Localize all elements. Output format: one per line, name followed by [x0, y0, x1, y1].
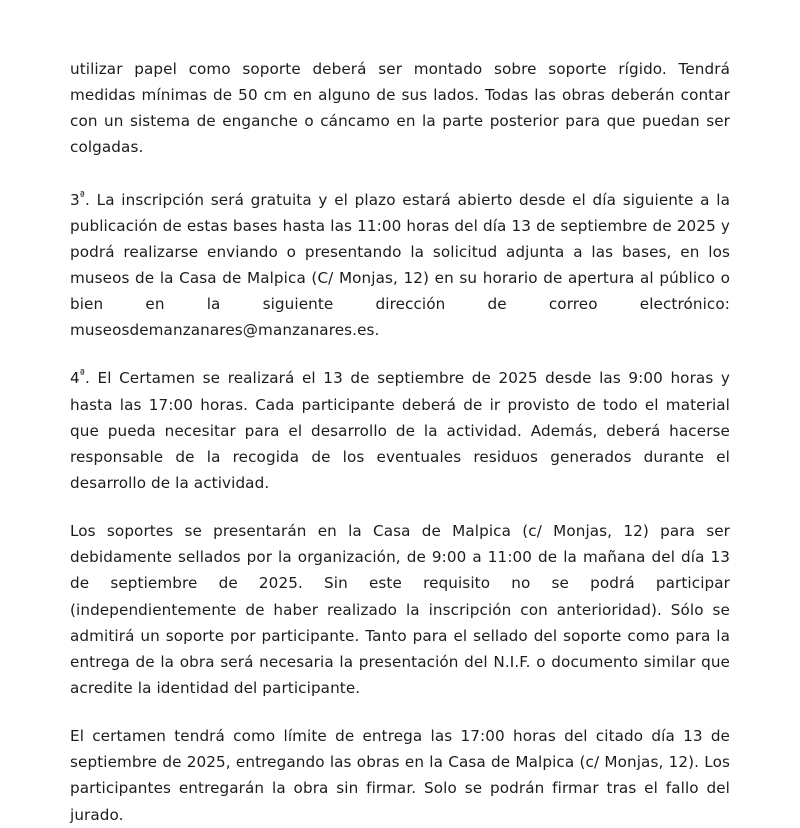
paragraph-delivery-deadline — [70, 723, 730, 828]
clause-ordinal-suffix: ª — [79, 367, 86, 381]
clause-number: 4 — [70, 369, 80, 388]
clause-number: 3 — [70, 190, 80, 209]
paragraph-text: . La inscripción será gratuita y el plazo estará abierto desde el día siguiente a la publicación de estas bases hasta las 11:00 horas del día 13 de septiembre de 2025 y podrá realizarse enviando o presentando la solicitud adjunta a las bases, en los museos de la Casa de Malpica (C/ Monjas, 12) en su horario de apertura al público o bien en la siguiente dirección de correo electrónico: museosdemanzanares@manzanares.es. — [70, 190, 730, 340]
clause-ordinal-suffix: ª — [79, 188, 86, 202]
document-body — [70, 56, 730, 828]
paragraph-text: utilizar papel como soporte deberá ser montado sobre soporte rígido. Tendrá medidas mínimas de 50 cm en alguno de sus lados. Todas las obras deberán contar con un sistema de enganche o cáncamo en la parte posterior para que puedan ser colgadas. — [70, 60, 730, 157]
paragraph-continuation — [70, 56, 730, 161]
paragraph-clause-4 — [70, 365, 730, 496]
paragraph-text: El certamen tendrá como límite de entrega las 17:00 horas del citado día 13 de septiembre de 2025, entregando las obras en la Casa de Malpica (c/ Monjas, 12). Los participantes entregarán la obra sin firmar. Solo se podrán firmar tras el fallo del jurado. — [70, 727, 730, 824]
paragraph-clause-3 — [70, 187, 730, 344]
paragraph-text: Los soportes se presentarán en la Casa de Malpica (c/ Monjas, 12) para ser debidamente sellados por la organización, de 9:00 a 11:00 de la mañana del día 13 de septiembre de 2025. Sin este requisito no se podrá participar (independientemente de haber realizado la inscripción con anterioridad). Sólo se admitirá un soporte por participante. Tanto para el sellado del soporte como para la entrega de la obra será necesaria la presentación del N.I.F. o documento similar que acredite la identidad del participante. — [70, 522, 730, 697]
paragraph-supports-stamping — [70, 518, 730, 701]
paragraph-text: . El Certamen se realizará el 13 de septiembre de 2025 desde las 9:00 horas y hasta las 17:00 horas. Cada participante deberá de ir provisto de todo el material que pueda necesitar para el desarrollo de la actividad. Además, deberá hacerse responsable de la recogida de los eventuales residuos generados durante el desarrollo de la actividad. — [70, 369, 730, 492]
